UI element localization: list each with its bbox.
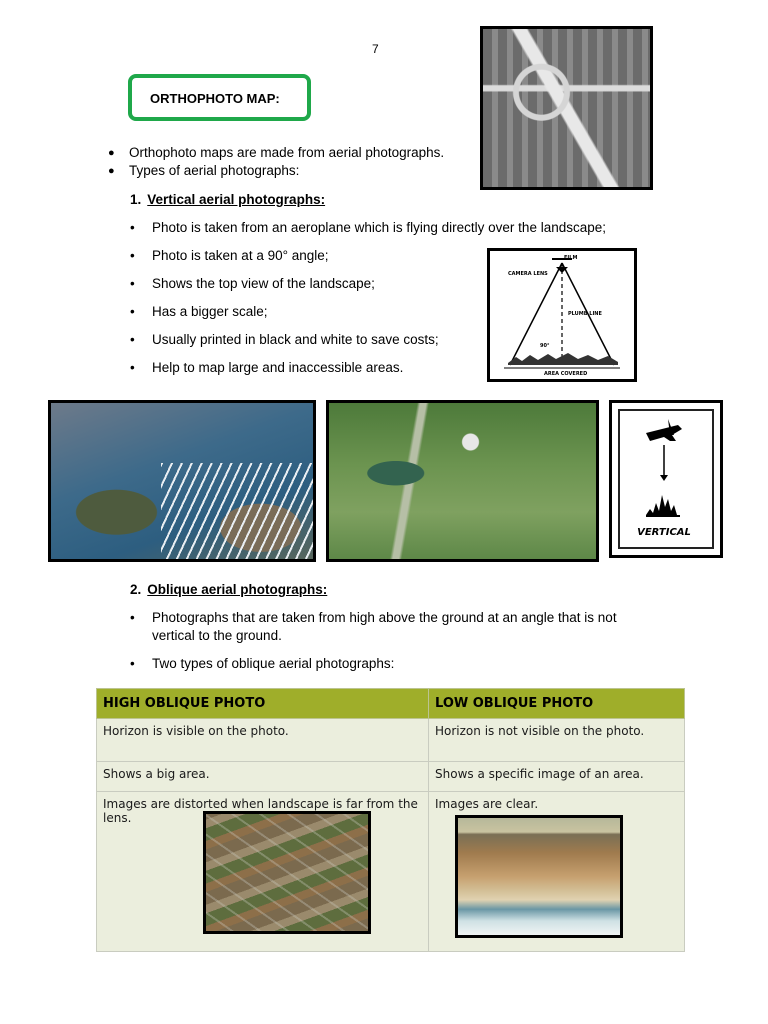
title-box [128,74,311,121]
table-cell: Shows a specific image of an area. [429,762,685,792]
oblique-points [130,609,650,673]
vertical-icon-label: VERTICAL [637,527,691,538]
camera-lens-label: CAMERA LENS [508,271,548,277]
intro-bullet: ● Orthophoto maps are made from aerial photographs. [108,145,445,160]
list-item: • Photo is taken from an aeroplane which is flying directly over the landscape; [130,220,606,235]
list-item: • Usually printed in black and white to save costs; [130,332,439,347]
table-cell-text: Images are distorted when landscape is far from the lens. [103,797,418,825]
film-label: FILM [564,255,578,261]
table-row [97,762,685,792]
oblique-comparison-table [96,688,685,952]
list-item: • Help to map large and inaccessible areas. [130,360,404,375]
low-oblique-photo [455,815,623,938]
list-item: • Two types of oblique aerial photographs: [130,656,395,671]
table-cell: Horizon is not visible on the photo. [429,719,685,762]
intro-bullet: ● Types of aerial photographs: [108,163,300,178]
area-covered-label: AREA COVERED [544,371,588,377]
page-title: ORTHOPHOTO MAP: [150,91,280,106]
aerial-city-photo [480,26,653,190]
table-row [97,719,685,762]
table-cell [97,792,429,952]
header-high-oblique: HIGH OBLIQUE PHOTO [97,689,429,719]
list-item: • Has a bigger scale; [130,304,268,319]
table-cell [429,792,685,952]
plane-vertical-icon [620,411,708,541]
aerial-harbor-photo [48,400,316,562]
list-item: • Photographs that are taken from high above the ground at an angle that is not vertical to the ground. [130,610,617,643]
intro-bullets [108,144,444,180]
list-item: • Photo is taken at a 90° angle; [130,248,329,263]
vertical-heading: 1. Vertical aerial photographs: [130,192,326,207]
table-cell: Horizon is visible on the photo. [97,719,429,762]
page-number: 7 [372,42,379,56]
angle-label: 90° [540,343,550,349]
vertical-icon-card [609,400,723,558]
table-cell: Shows a big area. [97,762,429,792]
diagram-svg [490,251,634,379]
high-oblique-photo [203,811,371,934]
plumb-line-label: PLUMB LINE [568,311,602,317]
list-item: • Shows the top view of the landscape; [130,276,375,291]
table-row [97,792,685,952]
header-low-oblique: LOW OBLIQUE PHOTO [429,689,685,719]
oblique-heading: 2. Oblique aerial photographs: [130,582,328,597]
aerial-field-photo [326,400,599,562]
table-cell-text: Images are clear. [435,797,539,811]
table-header-row [97,689,685,719]
vertical-photo-diagram [487,248,637,382]
